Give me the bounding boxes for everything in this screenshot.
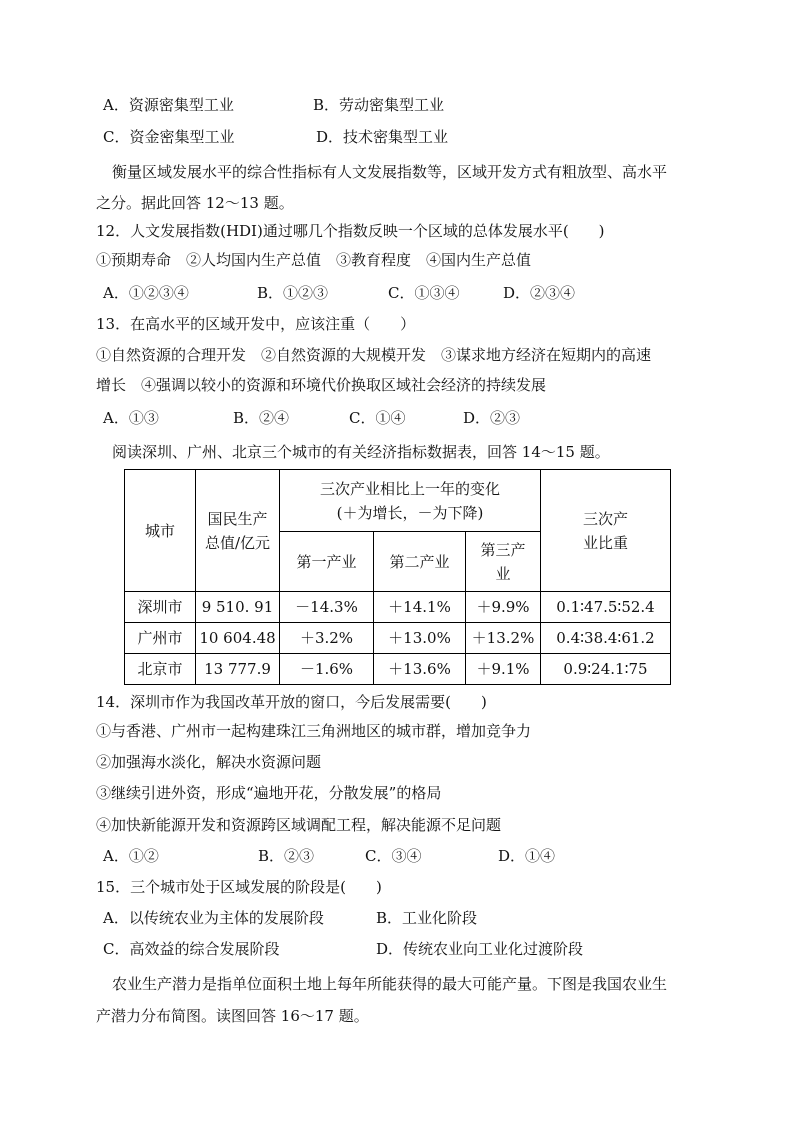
cell-secondary: ＋13.0% (374, 623, 466, 654)
cell-secondary: ＋13.6% (374, 654, 466, 685)
q15-stem: 15．三个城市处于区域发展的阶段是( ) (96, 878, 382, 896)
intro-14-15: 阅读深圳、广州、北京三个城市的有关经济指标数据表，回答 14～15 题。 (112, 443, 610, 461)
intro-16-17-line2: 产潜力分布简图。读图回答 16～17 题。 (96, 1007, 369, 1025)
q13-option-d: D．②③ (463, 409, 521, 427)
q15-option-a: A．以传统农业为主体的发展阶段 (103, 909, 324, 927)
header-ratio-line1: 三次产 (582, 509, 628, 528)
cell-gdp: 10 604.48 (196, 623, 280, 654)
q15-option-c: C．高效益的综合发展阶段 (103, 940, 280, 958)
cell-city: 北京市 (125, 654, 196, 685)
cell-ratio: 0.4∶38.4∶61.2 (541, 623, 671, 654)
intro-16-17-line1: 农业生产潜力是指单位面积土地上每年所能获得的最大可能产量。下图是我国农业生 (112, 975, 668, 993)
cell-gdp: 9 510. 91 (196, 592, 280, 623)
q12-option-b: B．①②③ (257, 284, 329, 302)
q14-option-b: B．②③ (258, 847, 315, 865)
q12-stem: 12．人文发展指数(HDI)通过哪几个指数反映一个区域的总体发展水平( ) (96, 222, 605, 240)
header-city: 城市 (125, 470, 196, 592)
q13-items-line1: ①自然资源的合理开发 ②自然资源的大规模开发 ③谋求地方经济在短期内的高速 (96, 346, 652, 364)
q15-option-d: D．传统农业向工业化过渡阶段 (376, 940, 584, 958)
table-row (125, 654, 671, 685)
cell-tertiary: ＋9.9% (466, 592, 541, 623)
q12-option-c: C．①③④ (388, 284, 460, 302)
header-change-line1: 三次产业相比上一年的变化 (319, 479, 500, 498)
cell-tertiary: ＋13.2% (466, 623, 541, 654)
cell-gdp: 13 777.9 (196, 654, 280, 685)
header-gdp-line1: 国民生产 (207, 509, 268, 528)
header-secondary: 第二产业 (374, 532, 466, 592)
header-gdp (196, 470, 280, 592)
header-gdp-line2: 总值/亿元 (204, 533, 271, 552)
cell-city: 深圳市 (125, 592, 196, 623)
q14-item1: ①与香港、广州市一起构建珠江三角洲地区的城市群，增加竞争力 (96, 722, 532, 740)
q13-items-line2: 增长 ④强调以较小的资源和环境代价换取区域社会经济的持续发展 (96, 376, 547, 394)
economic-indicators-table (124, 469, 671, 685)
q11-option-c: C．资金密集型工业 (103, 128, 235, 146)
cell-ratio: 0.9∶24.1∶75 (541, 654, 671, 685)
intro-12-13-line2: 之分。据此回答 12～13 题。 (96, 194, 294, 212)
q14-stem: 14．深圳市作为我国改革开放的窗口，今后发展需要( ) (96, 693, 487, 711)
intro-12-13-line1: 衡量区域发展水平的综合性指标有人文发展指数等，区域开发方式有粗放型、高水平 (112, 163, 668, 181)
header-tertiary-line2: 业 (495, 564, 511, 583)
q11-option-b: B．劳动密集型工业 (313, 96, 445, 114)
cell-secondary: ＋14.1% (374, 592, 466, 623)
cell-primary: －1.6% (280, 654, 374, 685)
header-change-line2: (＋为增长，－为下降) (336, 503, 484, 522)
q13-option-c: C．①④ (349, 409, 406, 427)
header-change (280, 470, 541, 532)
q14-option-a: A．①② (103, 847, 159, 865)
header-tertiary (466, 532, 541, 592)
q11-option-d: D．技术密集型工业 (316, 128, 449, 146)
header-ratio-line2: 业比重 (582, 533, 628, 552)
q15-option-b: B．工业化阶段 (376, 909, 478, 927)
q11-option-a: A．资源密集型工业 (103, 96, 234, 114)
cell-ratio: 0.1∶47.5∶52.4 (541, 592, 671, 623)
header-primary: 第一产业 (280, 532, 374, 592)
q14-option-d: D．①④ (498, 847, 556, 865)
q14-item4: ④加快新能源开发和资源跨区域调配工程，解决能源不足问题 (96, 816, 502, 834)
cell-city: 广州市 (125, 623, 196, 654)
q12-items: ①预期寿命 ②人均国内生产总值 ③教育程度 ④国内生产总值 (96, 251, 532, 269)
header-ratio (541, 470, 671, 592)
q12-option-a: A．①②③④ (103, 284, 189, 302)
table-row (125, 592, 671, 623)
cell-primary: －14.3% (280, 592, 374, 623)
header-tertiary-line1: 第三产 (480, 540, 526, 559)
q14-item2: ②加强海水淡化，解决水资源问题 (96, 753, 322, 771)
q12-option-d: D．②③④ (503, 284, 576, 302)
q14-item3: ③继续引进外资，形成“遍地开花，分散发展”的格局 (96, 784, 442, 802)
q13-stem: 13．在高水平的区域开发中，应该注重（ ） (96, 315, 416, 333)
q13-option-a: A．①③ (103, 409, 159, 427)
q14-option-c: C．③④ (365, 847, 422, 865)
cell-tertiary: ＋9.1% (466, 654, 541, 685)
cell-primary: ＋3.2% (280, 623, 374, 654)
table-row (125, 623, 671, 654)
q13-option-b: B．②④ (233, 409, 290, 427)
